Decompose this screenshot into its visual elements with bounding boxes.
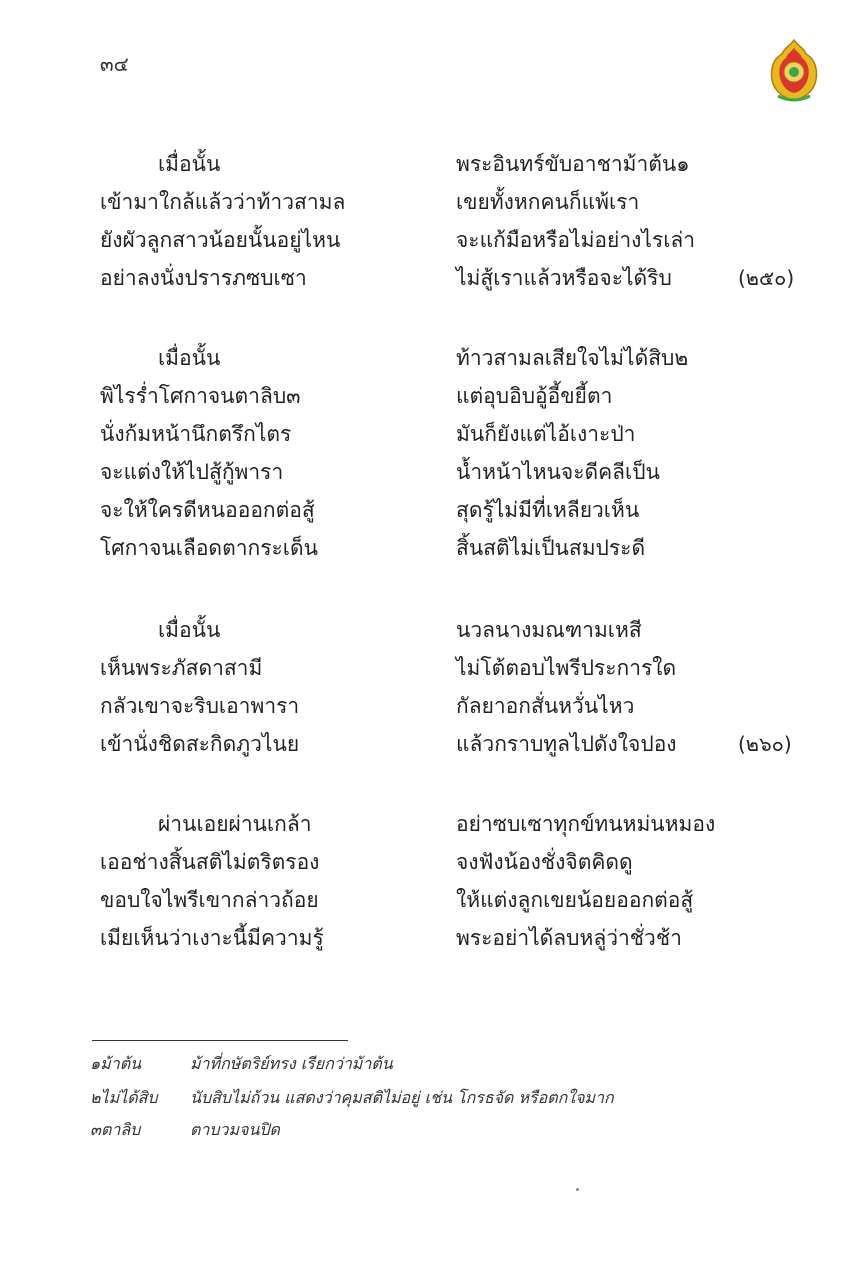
stanza-lead: เมื่อนั้น <box>158 346 221 370</box>
line-number: (๒๖๐) <box>738 732 792 756</box>
verse-right: อย่าซบเซาทุกข์ทนหม่นหมอง <box>456 812 716 836</box>
verse-right: แล้วกราบทูลไปดังใจปอง <box>456 732 677 756</box>
footnote-term: ๑ม้าต้น <box>90 1054 142 1073</box>
verse-left: จะแต่งให้ไปสู้กู้พารา <box>100 460 284 484</box>
page-number: ๓๔ <box>100 52 129 76</box>
verse-right: พระอย่าได้ลบหลู่ว่าชั่วช้า <box>456 926 682 950</box>
verse-left: อย่าลงนั่งปรารภซบเซา <box>100 266 307 290</box>
footnote-divider <box>92 1040 348 1041</box>
verse-right: นวลนางมณฑามเหสี <box>456 618 642 642</box>
footnote-definition: ม้าที่กษัตริย์ทรง เรียกว่าม้าต้น <box>190 1054 393 1073</box>
footnote-term: ๒ไม่ได้สิบ <box>90 1088 158 1107</box>
verse-right: สิ้นสติไม่เป็นสมประดี <box>456 536 646 560</box>
verse-right: จะแก้มือหรือไม่อย่างไรเล่า <box>456 228 696 252</box>
verse-right: ไม่สู้เราแล้วหรือจะได้ริบ <box>456 266 672 290</box>
verse-left: ยังผัวลูกสาวน้อยนั้นอยู่ไหน <box>100 228 341 252</box>
verse-right: ท้าวสามลเสียใจไม่ได้สิบ๒ <box>456 346 689 370</box>
royal-emblem-icon <box>768 38 820 102</box>
verse-left: จะให้ใครดีหนอออกต่อสู้ <box>100 498 315 522</box>
stanza-lead: ผ่านเอยผ่านเกล้า <box>158 812 312 836</box>
verse-left: โศกาจนเลือดตากระเด็น <box>100 536 318 560</box>
line-number: (๒๕๐) <box>738 266 795 290</box>
verse-left: เข้านั่งชิดสะกิดภูวไนย <box>100 732 300 756</box>
verse-right: แต่อุบอิบอู้อี้ขยี้ตา <box>456 384 613 408</box>
verse-left: เห็นพระภัสดาสามี <box>100 656 263 680</box>
verse-right: เขยทั้งหกคนก็แพ้เรา <box>456 190 640 214</box>
page-speck <box>576 1188 579 1191</box>
verse-left: พิไรร่ำโศกาจนตาลิบ๓ <box>100 384 301 408</box>
verse-left: เข้ามาใกล้แล้วว่าท้าวสามล <box>100 190 346 214</box>
footnote-term: ๓ตาลิบ <box>90 1120 141 1139</box>
verse-left: นั่งก้มหน้านึกตรึกไตร <box>100 422 292 446</box>
verse-right: มันก็ยังแต่ไอ้เงาะป่า <box>456 422 636 446</box>
verse-left: เออช่างสิ้นสติไม่ตริตรอง <box>100 850 320 874</box>
verse-right: น้ำหน้าไหนจะดีคลีเป็น <box>456 460 660 484</box>
footnote-definition: นับสิบไม่ถ้วน แสดงว่าคุมสติไม่อยู่ เช่น โกรธจัด หรือตกใจมาก <box>190 1088 614 1107</box>
stanza-lead: เมื่อนั้น <box>158 618 221 642</box>
verse-right: ให้แต่งลูกเขยน้อยออกต่อสู้ <box>456 888 694 912</box>
verse-left: เมียเห็นว่าเงาะนี้มีความรู้ <box>100 926 324 950</box>
verse-right: ไม่โต้ตอบไพรีประการใด <box>456 656 677 680</box>
verse-left: ขอบใจไพรีเขากล่าวถ้อย <box>100 888 319 912</box>
footnote-definition: ตาบวมจนปิด <box>190 1120 280 1139</box>
stanza-lead: เมื่อนั้น <box>158 152 221 176</box>
verse-left: กลัวเขาจะริบเอาพารา <box>100 694 300 718</box>
verse-right: พระอินทร์ขับอาชาม้าต้น๑ <box>456 152 690 176</box>
verse-right: จงฟังน้องชั่งจิตคิดดู <box>456 850 633 874</box>
verse-right: กัลยาอกสั่นหวั่นไหว <box>456 694 635 718</box>
verse-right: สุดรู้ไม่มีที่เหลียวเห็น <box>456 498 640 522</box>
